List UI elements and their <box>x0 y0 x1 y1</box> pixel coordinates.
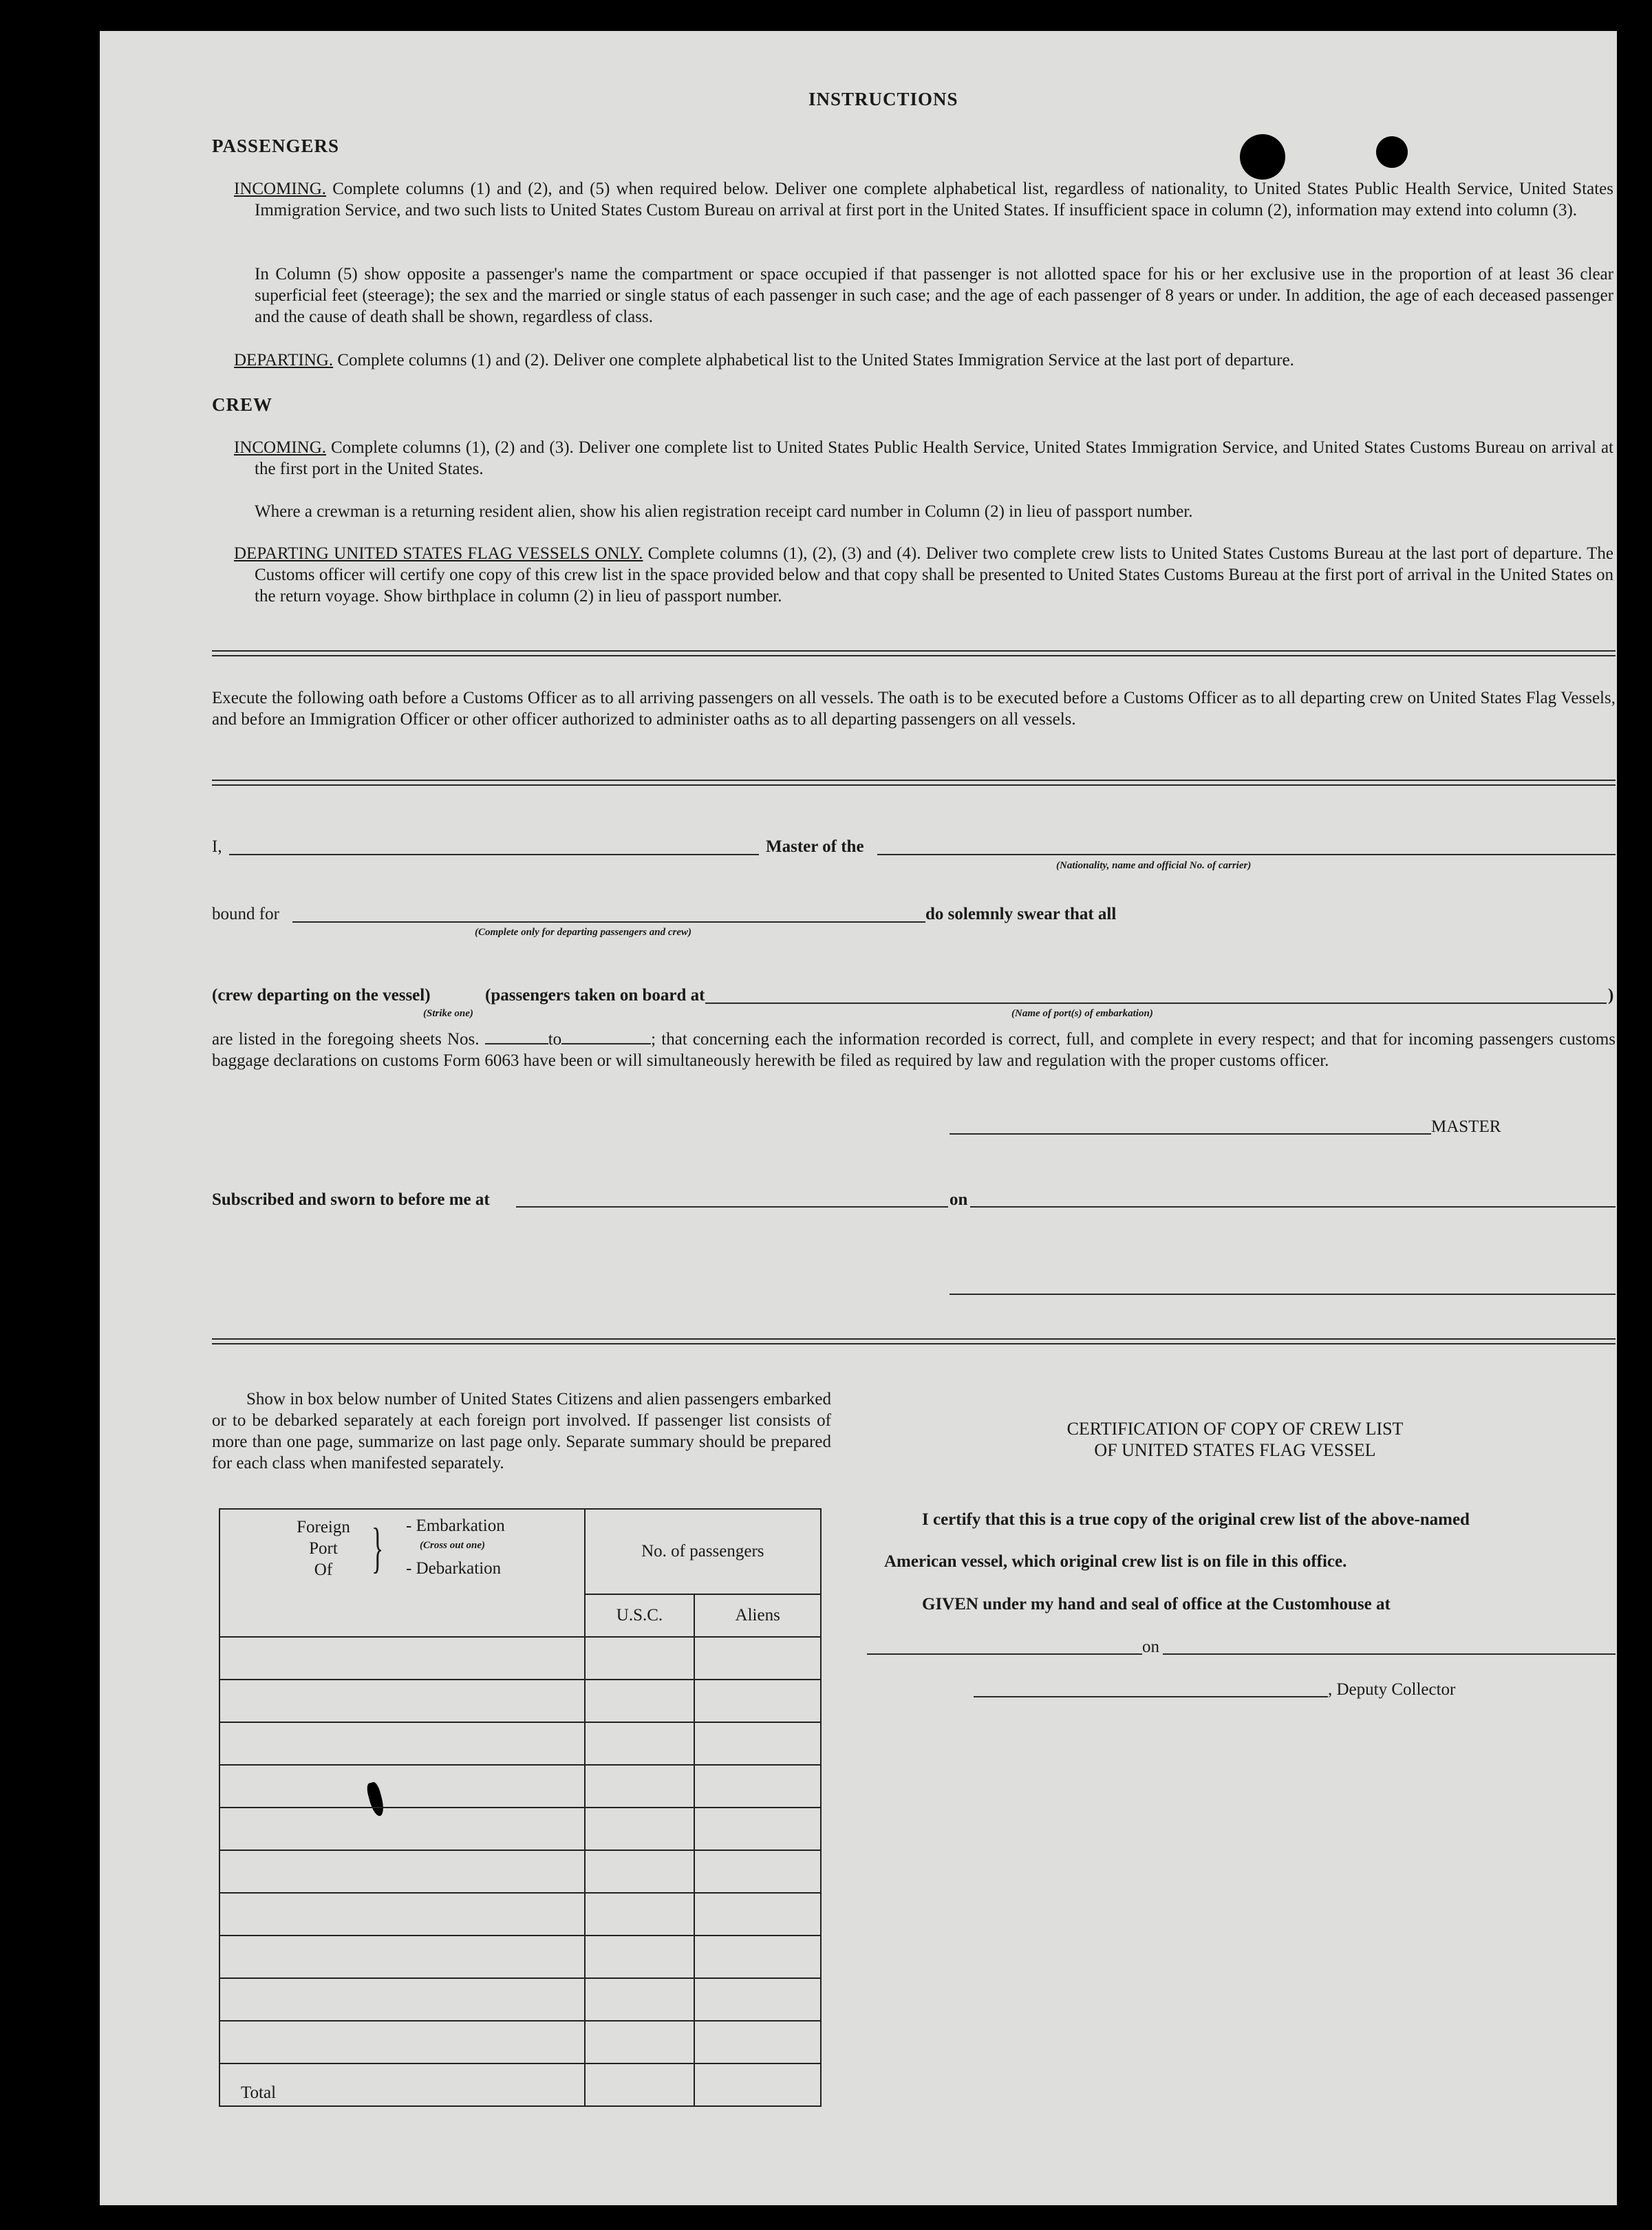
given-line: GIVEN under my hand and seal of office at the Customhouse at <box>922 1595 1391 1613</box>
port-cell[interactable] <box>219 1637 585 1680</box>
deputy-signature-field[interactable] <box>974 1696 1328 1697</box>
bound-for-label: bound for <box>212 905 279 923</box>
strike-one-note: (Strike one) <box>423 1008 473 1019</box>
port-cell[interactable] <box>219 1893 585 1936</box>
usc-total-cell[interactable] <box>585 2063 695 2106</box>
aliens-cell[interactable] <box>694 1936 821 1978</box>
certify-line-2: American vessel, which original crew list is on file in this office. <box>884 1552 1347 1571</box>
port-cell[interactable] <box>219 1850 585 1893</box>
sworn-on-label: on <box>950 1190 968 1209</box>
crew-departing-flag-paragraph <box>234 543 1614 607</box>
port-cell[interactable] <box>219 1722 585 1765</box>
master-of-label: Master of the <box>766 837 864 856</box>
crew-departing-option[interactable]: (crew departing on the vessel) <box>212 986 431 1005</box>
ports-field[interactable] <box>705 1003 1607 1004</box>
certification-title-2: OF UNITED STATES FLAG VESSEL <box>1094 1440 1376 1460</box>
port-cell[interactable] <box>219 1765 585 1808</box>
total-label: Total <box>219 2063 585 2106</box>
passengers-departing-label: DEPARTING. <box>234 351 334 369</box>
usc-cell[interactable] <box>585 1808 695 1850</box>
usc-cell[interactable] <box>585 1722 695 1765</box>
passengers-taken-option[interactable]: (passengers taken on board at <box>485 986 705 1005</box>
port-label-port: Port <box>309 1539 338 1558</box>
aliens-cell[interactable] <box>694 1850 821 1893</box>
carrier-field[interactable] <box>877 854 1616 855</box>
brace-icon: } <box>372 1518 384 1578</box>
crew-incoming-paragraph <box>234 437 1614 480</box>
port-cell[interactable] <box>219 1680 585 1722</box>
listed-text-a: are listed in the foregoing sheets Nos. <box>212 1030 480 1049</box>
customhouse-field[interactable] <box>867 1653 1142 1655</box>
officer-signature-field[interactable] <box>950 1294 1616 1295</box>
port-cell[interactable] <box>219 1978 585 2021</box>
carrier-note: (Nationality, name and official No. of carrier) <box>1056 860 1252 871</box>
punch-hole-mark <box>1240 134 1285 180</box>
deputy-collector-label: , Deputy Collector <box>1328 1680 1456 1699</box>
crew-departing-flag-label: DEPARTING UNITED STATES FLAG VESSELS ONLY. <box>234 544 643 563</box>
aliens-cell[interactable] <box>694 2021 821 2063</box>
cross-out-note: (Cross out one) <box>420 1540 486 1551</box>
page-title: INSTRUCTIONS <box>808 89 958 109</box>
bound-for-note: (Complete only for departing passengers and crew) <box>475 927 691 938</box>
sheet-from-field[interactable] <box>485 1043 548 1044</box>
usc-cell[interactable] <box>585 1765 695 1808</box>
crew-heading: CREW <box>212 394 273 415</box>
aliens-cell[interactable] <box>694 1722 821 1765</box>
punch-hole-mark <box>1376 136 1408 168</box>
port-cell[interactable] <box>219 1936 585 1978</box>
usc-cell[interactable] <box>585 1850 695 1893</box>
passengers-departing-paragraph <box>234 350 1617 371</box>
crew-alien-text: Where a crewman is a returning resident alien, show his alien registration receipt card number in Column (2) in lieu of passport number. <box>255 502 1193 521</box>
aliens-cell[interactable] <box>694 1893 821 1936</box>
master-signature-field[interactable] <box>950 1133 1431 1135</box>
usc-cell[interactable] <box>585 1637 695 1680</box>
subscribed-label: Subscribed and sworn to before me at <box>212 1190 490 1209</box>
cert-date-field[interactable] <box>1163 1653 1616 1655</box>
section-divider <box>212 780 1616 786</box>
sworn-date-field[interactable] <box>970 1206 1616 1208</box>
port-cell[interactable] <box>219 1808 585 1850</box>
passengers-incoming-label: INCOMING. <box>234 180 327 198</box>
usc-cell[interactable] <box>585 1680 695 1722</box>
crew-incoming-label: INCOMING. <box>234 438 327 457</box>
cert-on-label: on <box>1142 1638 1159 1656</box>
usc-cell[interactable] <box>585 1978 695 2021</box>
form-page <box>100 31 1617 2205</box>
no-of-passengers-header: No. of passengers <box>585 1509 821 1594</box>
aliens-header: Aliens <box>694 1594 821 1637</box>
passengers-heading: PASSENGERS <box>212 136 340 156</box>
certify-line-1: I certify that this is a true copy of the original crew list of the above-named <box>922 1510 1470 1529</box>
crew-incoming-text: Complete columns (1), (2) and (3). Deliver one complete list to United States Public Health Service, United States Immigration Service, and United States Customs Bureau on arrival at the first port in the United States. <box>255 438 1614 478</box>
listed-to: to <box>548 1030 562 1049</box>
sworn-location-field[interactable] <box>516 1206 948 1208</box>
passenger-summary-table <box>219 1508 822 2107</box>
section-divider <box>212 1338 1616 1344</box>
close-paren: ) <box>1608 986 1614 1005</box>
port-cell[interactable] <box>219 2021 585 2063</box>
usc-cell[interactable] <box>585 1893 695 1936</box>
bound-for-field[interactable] <box>292 921 925 923</box>
ports-note: (Name of port(s) of embarkation) <box>1011 1008 1153 1019</box>
port-label-foreign: Foreign <box>297 1518 350 1536</box>
oath-intro: Execute the following oath before a Customs Officer as to all arriving passengers on all vessels. The oath is to be executed before a Customs Officer as to all departing crew on United States Flag Vessels, and before an Immigration Officer or other officer authorized to administer oaths as to all departing passengers on all vessels. <box>212 689 1616 729</box>
oath-i-label: I, <box>212 837 222 856</box>
passengers-incoming-paragraph <box>234 178 1614 221</box>
master-name-field[interactable] <box>229 854 759 855</box>
listed-paragraph <box>212 1029 1616 1071</box>
summary-instructions: Show in box below number of United States Citizens and alien passengers embarked or to be debarked separately at each foreign port involved. If passenger list consists of more than one page, summarize on last page only. Separate summary should be prepared for each class when manifested separately. <box>212 1390 831 1472</box>
passengers-departing-text: Complete columns (1) and (2). Deliver one complete alphabetical list to the United States Immigration Service at the last port of departure. <box>337 351 1294 369</box>
sheet-to-field[interactable] <box>561 1043 651 1044</box>
usc-header: U.S.C. <box>585 1594 695 1637</box>
debarkation-option[interactable]: - Debarkation <box>406 1559 502 1578</box>
passengers-column5-text: In Column (5) show opposite a passenger's name the compartment or space occupied if that passenger is not allotted space for his or her exclusive use in the proportion of at least 36 clear superficial feet (steerage); the sex and the married or single status of each passenger in such case; and the age of each passenger of 8 years or under. In addition, the age of each deceased passenger and the cause of death shall be shown, regardless of class. <box>255 265 1613 326</box>
usc-cell[interactable] <box>585 1936 695 1978</box>
port-header-cell <box>219 1509 585 1637</box>
swear-label: do solemnly swear that all <box>925 905 1117 923</box>
certification-title-1: CERTIFICATION OF COPY OF CREW LIST <box>1066 1419 1404 1439</box>
listed-text-b: ; that concerning each the information recorded is correct, full, and complete in every respect; and that for incoming passengers customs baggage declarations on customs Form 6063 have been or will simultaneously herewith be filed as required by law and regulation with the proper customs officer. <box>212 1030 1616 1070</box>
master-label: MASTER <box>1431 1117 1501 1136</box>
aliens-cell[interactable] <box>694 1808 821 1850</box>
port-label-of: Of <box>314 1561 333 1579</box>
passengers-incoming-text: Complete columns (1) and (2), and (5) when required below. Deliver one complete alphabetical list, regardless of nationality, to United States Public Health Service, United States Immigration Service, and two such lists to United States Custom Bureau on arrival at first port in the United States. If insufficient space in column (2), information may extend into column (3). <box>255 180 1614 219</box>
aliens-cell[interactable] <box>694 1680 821 1722</box>
aliens-cell[interactable] <box>694 1637 821 1680</box>
aliens-cell[interactable] <box>694 1978 821 2021</box>
aliens-total-cell[interactable] <box>694 2063 821 2106</box>
aliens-cell[interactable] <box>694 1765 821 1808</box>
section-divider <box>212 650 1616 656</box>
usc-cell[interactable] <box>585 2021 695 2063</box>
crew-departing-flag-text: Complete columns (1), (2), (3) and (4). Deliver two complete crew lists to United States Customs Bureau at the last port of departure. The Customs officer will certify one copy of this crew list in the space provided below and that copy shall be presented to United States Customs Bureau at the first port of arrival in the United States on the return voyage. Show birthplace in column (2) in lieu of passport number. <box>255 544 1614 605</box>
embarkation-option[interactable]: - Embarkation <box>406 1516 505 1535</box>
